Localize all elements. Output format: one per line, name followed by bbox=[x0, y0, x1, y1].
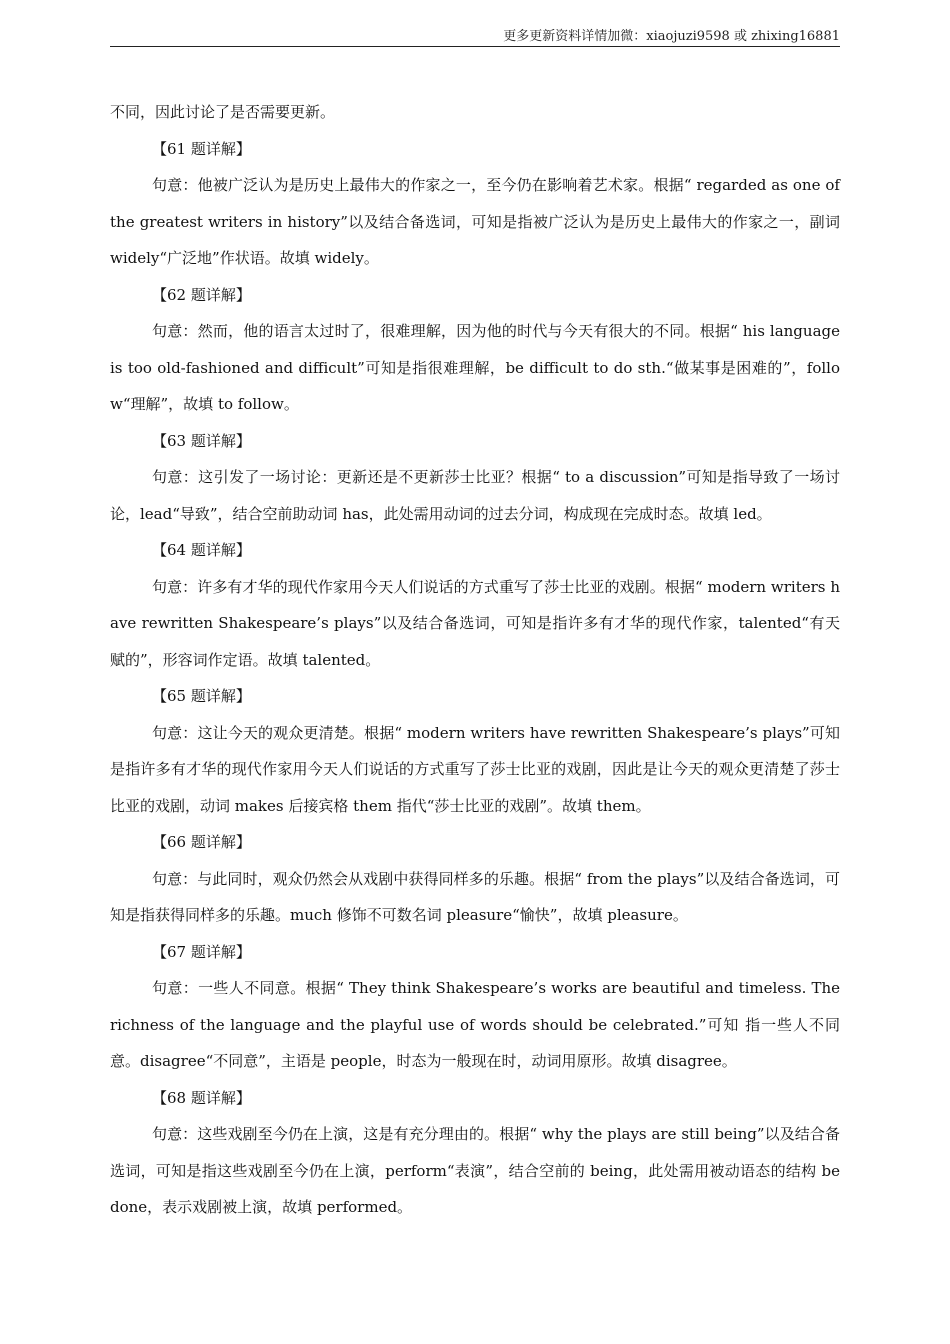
explanation-heading: 【65 题详解】 bbox=[152, 687, 251, 705]
document-body bbox=[110, 94, 840, 1226]
explanation-65 bbox=[110, 678, 840, 824]
explanation-text: 句意：这些戏剧至今仍在上演，这是有充分理由的。根据“ why the plays are still being”以及结合备选词，可知是指这些戏剧至今仍在上演，perform“表演”，结合空前的 being，此处需用被动语态的结构 be done，表示戏剧被上演，故填 performed。 bbox=[110, 1125, 840, 1216]
explanation-64 bbox=[110, 532, 840, 678]
intro-paragraph: 不同，因此讨论了是否需要更新。 bbox=[110, 103, 336, 121]
explanation-heading: 【61 题详解】 bbox=[152, 139, 251, 158]
explanation-text: 句意：他被广泛认为是历史上最伟大的作家之一，至今仍在影响着艺术家。根据“ regarded as one of the greatest writers in history”以及结合备选词，可知是指被广泛认为是历史上最伟大的作家之一，副词 widely“广泛地”作状语。故填 widely。 bbox=[110, 176, 840, 267]
explanation-heading: 【64 题详解】 bbox=[152, 541, 251, 559]
explanation-61 bbox=[110, 131, 840, 277]
explanation-heading: 【62 题详解】 bbox=[152, 285, 251, 304]
explanation-heading: 【63 题详解】 bbox=[152, 431, 251, 450]
explanation-62 bbox=[110, 277, 840, 423]
explanation-text: 句意：一些人不同意。根据“ They think Shakespeare’s works are beautiful and timeless. The richness of the language and the playful use of words should be celebrated.”可知 指一些人不同意。disagree“不同意”，主语是 people，时态为一般现在时，动词用原形。故填 disagree。 bbox=[110, 979, 840, 1070]
explanation-heading: 【67 题详解】 bbox=[152, 942, 251, 961]
header-note: 更多更新资料详情加微：xiaojuzi9598 或 zhixing16881 bbox=[503, 29, 840, 44]
header-divider bbox=[110, 46, 840, 47]
explanation-68 bbox=[110, 1080, 840, 1226]
explanation-text: 句意：这让今天的观众更清楚。根据“ modern writers have rewritten Shakespeare’s plays”可知是指许多有才华的现代作家用今天人们说话的方式重写了莎士比亚的戏剧，因此是让今天的观众更清楚了莎士比亚的戏剧，动词 makes 后接宾格 them 指代“莎士比亚的戏剧”。故填 them。 bbox=[110, 723, 840, 815]
explanation-67 bbox=[110, 934, 840, 1080]
explanation-heading: 【68 题详解】 bbox=[152, 1088, 251, 1107]
explanation-63 bbox=[110, 423, 840, 533]
explanation-text: 句意：许多有才华的现代作家用今天人们说话的方式重写了莎士比亚的戏剧。根据“ modern writers have rewritten Shakespeare’s plays”以及结合备选词，可知是指许多有才华的现代作家，talented“有天赋的”，形容词作定语。故填 talented。 bbox=[110, 577, 840, 669]
explanation-text: 句意：与此同时，观众仍然会从戏剧中获得同样多的乐趣。根据“ from the plays”以及结合备选词，可知是指获得同样多的乐趣。much 修饰不可数名词 pleasure“愉快”，故填 pleasure。 bbox=[110, 869, 840, 924]
explanation-66 bbox=[110, 824, 840, 934]
explanation-text: 句意：这引发了一场讨论：更新还是不更新莎士比亚？根据“ to a discussion”可知是指导致了一场讨论，lead“导致”，结合空前助动词 has，此处需用动词的过去分词，构成现在完成时态。故填 led。 bbox=[110, 468, 840, 523]
explanation-text: 句意：然而，他的语言太过时了，很难理解，因为他的时代与今天有很大的不同。根据“ his language is too old-fashioned and difficult”可知是指很难理解，be difficult to do sth.“做某事是困难的”，follow“理解”，故填 to follow。 bbox=[110, 322, 840, 413]
explanation-heading: 【66 题详解】 bbox=[152, 833, 251, 851]
